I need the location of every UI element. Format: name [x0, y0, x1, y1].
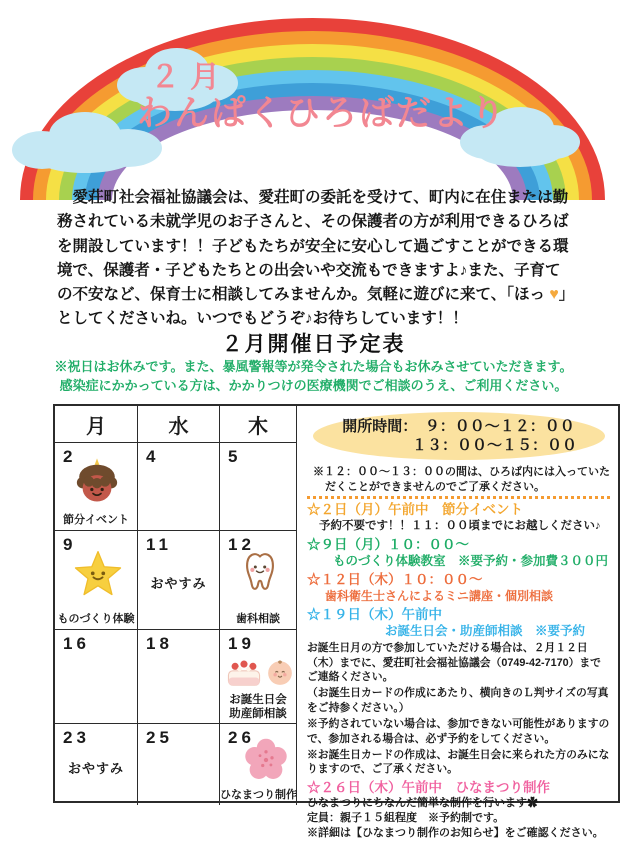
day-event-label: 歯科相談: [236, 613, 280, 625]
day-number: 12: [228, 535, 255, 554]
intro-line: を開設しています！！子どもたちが安全に安心して過ごすことができる環: [57, 237, 569, 255]
event-feb12-title: ☆１２日（木）１０：００～: [307, 572, 483, 588]
event-feb26-title: ☆２６日（木）午前中 ひなまつり制作: [307, 779, 550, 795]
intro-line: [57, 283, 574, 307]
opening-hours-label: 開所時間：: [342, 418, 410, 435]
day-header-wednesday: 水: [138, 406, 220, 443]
intro-line-text: の不安など、保育士に相談してみませんか。気軽に遊びに来て、「ほっ: [57, 286, 550, 304]
closed-label: おやすみ: [67, 761, 124, 776]
closed-label: おやすみ: [150, 576, 207, 591]
intro-line: としてくださいね。いつでもどうぞ♪お待ちしています！！: [57, 310, 468, 328]
day-event-label: 節分イベント: [63, 514, 129, 526]
day-number: 18: [146, 634, 173, 653]
birthday-note-card: ※お誕生日カードの作成は、お誕生日会に来られた方のみになりますので、ご了承ください。: [307, 749, 610, 776]
day-number: 26: [228, 728, 255, 747]
dotted-divider: [307, 496, 610, 499]
calendar-cell-feb5: [220, 443, 297, 531]
calendar-cell-feb23: [55, 724, 138, 805]
day-number: 19: [228, 634, 255, 653]
tooth-icon: [240, 547, 280, 594]
birthday-note-reservation: ※予約されていない場合は、参加できない可能性がありますので、参加される場合は、必ず予約をしてください。: [307, 718, 610, 745]
cake-icon: [224, 656, 264, 690]
calendar-cell-feb9: [55, 531, 138, 630]
day-number: 4: [146, 447, 160, 466]
schedule-notes: [0, 358, 627, 395]
intro-line: 境で、保護者・子どもたちとの出会いや交流もできますよ♪また、子育て: [57, 261, 561, 279]
day-number: 23: [63, 728, 90, 747]
day-event-label-line: お誕生日会: [229, 694, 287, 706]
day-number: 2: [63, 447, 77, 466]
day-event-label-line: 助産師相談: [229, 707, 287, 720]
calendar-cell-feb12: [220, 531, 297, 630]
heart-icon: ♥: [549, 286, 559, 304]
birthday-note-contact: お誕生日月の方で参加していただける場合は、２月１２日（木）までに、愛荘町社会福祉協議会（0749-42-7170）までご連絡ください。: [307, 642, 601, 683]
month-label: ２月: [150, 61, 230, 94]
birthday-note-photo: （お誕生日カードの作成にあたり、横向きのＬ判サイズの写真をご持参ください。）: [307, 687, 609, 714]
day-number: 16: [63, 634, 90, 653]
day-number: 25: [146, 728, 173, 747]
opening-hours-badge: [313, 412, 605, 460]
event-feb2-title: ☆２日（月）午前中 節分イベント: [307, 502, 523, 518]
day-number: 5: [228, 447, 242, 466]
day-event-label: ひなまつり制作: [220, 789, 297, 801]
star-face-icon: [71, 549, 125, 599]
opening-hours-morning: ９：００～１２：００: [424, 418, 575, 435]
calendar-cell-feb19: [220, 630, 297, 724]
day-event-label: ものづくり体験: [57, 613, 135, 625]
hinamatsuri-note-1: ひなまつりにちなんだ簡単な制作を行います✿: [307, 796, 538, 809]
baby-face-icon: [266, 658, 294, 686]
calendar-cell-feb4: [138, 443, 220, 531]
calendar-cell-feb18: [138, 630, 220, 724]
hinamatsuri-note-3: ※詳細は【ひなまつり制作のお知らせ】をご確認ください。: [307, 827, 604, 840]
day-number: 11: [146, 535, 172, 554]
newsletter-title: わんぱくひろばだより: [137, 94, 508, 133]
opening-hours-afternoon: １３：００～１５：００: [411, 437, 577, 454]
event-feb19-detail: お誕生日会・助産師相談 ※要予約: [385, 624, 586, 639]
intro-paragraph: [57, 186, 574, 332]
calendar-cell-feb2: [55, 443, 138, 531]
calendar-cell-feb16: [55, 630, 138, 724]
opening-hours-line1: [313, 417, 605, 436]
intro-line-text: 」: [558, 286, 575, 304]
day-event-label: [220, 694, 296, 721]
lunch-closure-note: ※１２：００～１３：００の間は、ひろば内には入っていただくことができませんのでご了承ください。: [313, 466, 610, 493]
oni-face-icon: [74, 457, 120, 507]
schedule-note-line: 感染症にかかっている方は、かかりつけの医療機関でご相談のうえ、ご利用ください。: [59, 377, 568, 393]
calendar-cell-feb11: [138, 531, 220, 630]
event-feb19-title: ☆１９日（木）午前中: [307, 607, 442, 623]
schedule-note-line: ※祝日はお休みです。また、暴風警報等が発令された場合もお休みさせていただきます。: [54, 359, 573, 374]
calendar-table: [53, 404, 620, 840]
event-feb9-detail: ものづくり体験教室 ※要予約・参加費３００円: [333, 554, 609, 569]
day-header-thursday: 木: [220, 406, 297, 443]
event-feb12-detail: 歯科衛生士さんによるミニ講座・個別相談: [325, 589, 554, 604]
calendar-cell-feb25: [138, 724, 220, 805]
intro-line: 愛荘町社会福祉協議会は、愛荘町の委託を受けて、町内に在住または勤: [57, 189, 569, 206]
event-feb2-detail: 予約不要です！！１１：００頃までにお越しください♪: [319, 520, 601, 533]
blossom-icon: [242, 736, 290, 784]
event-feb9-title: ☆９日（月）１０：００～: [307, 537, 469, 553]
info-panel: [297, 406, 618, 840]
day-header-monday: 月: [55, 406, 138, 443]
day-number: 9: [63, 535, 77, 554]
calendar-cell-feb26: [220, 724, 297, 805]
intro-line: 務されている未就学児のお子さんと、その保護者の方が利用できるひろば: [57, 213, 569, 231]
schedule-heading: ２月開催日予定表: [221, 333, 406, 356]
hinamatsuri-note-2: 定員：親子１５組程度 ※予約制です。: [307, 812, 505, 825]
